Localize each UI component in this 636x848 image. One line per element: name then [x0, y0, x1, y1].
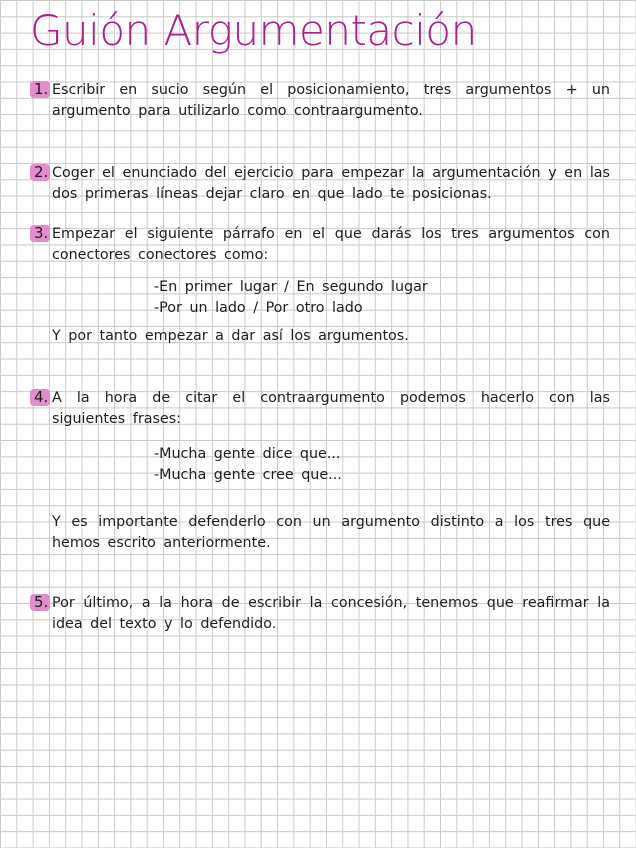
- counterargument-phrase: -Mucha gente cree que...: [154, 467, 342, 483]
- step-number-badge: 1.: [30, 81, 50, 98]
- step-text: A la hora de citar el contraargumento podemos hacerlo con las siguientes frases:: [52, 390, 610, 427]
- step-2: [30, 163, 610, 204]
- step-5: [30, 593, 610, 634]
- page-title: Guión Argumentación: [30, 6, 477, 55]
- step-3: [30, 224, 610, 265]
- step-4-conclusion: [30, 512, 610, 553]
- step-after-text: Y por tanto empezar a dar así los argumentos.: [52, 328, 409, 344]
- step-number-badge: 2.: [30, 164, 50, 181]
- step-text: Por último, a la hora de escribir la concesión, tenemos que reafirmar la idea del texto y lo defendido.: [52, 595, 610, 632]
- step-text: Coger el enunciado del ejercicio para empezar la argumentación y en las dos primeras líneas dejar claro en que lado te posicionas.: [52, 165, 610, 202]
- connector-example: -Por un lado / Por otro lado: [154, 300, 363, 316]
- connector-example: -En primer lugar / En segundo lugar: [154, 279, 428, 295]
- step-number-badge: 3.: [30, 225, 50, 242]
- step-number-badge: 5.: [30, 594, 50, 611]
- step-text: Empezar el siguiente párrafo en el que darás los tres argumentos con conectores conectores como:: [52, 226, 610, 263]
- step-text: Escribir en sucio según el posicionamiento, tres argumentos + un argumento para utilizarlo como contraargumento.: [52, 82, 610, 119]
- step-1: [30, 80, 610, 121]
- counterargument-phrase: -Mucha gente dice que...: [154, 446, 341, 462]
- step-after-text: Y es importante defenderlo con un argumento distinto a los tres que hemos escrito anteriormente.: [52, 514, 610, 551]
- step-number-badge: 4.: [30, 389, 50, 406]
- step-3-conclusion: [30, 326, 610, 347]
- step-4: [30, 388, 610, 429]
